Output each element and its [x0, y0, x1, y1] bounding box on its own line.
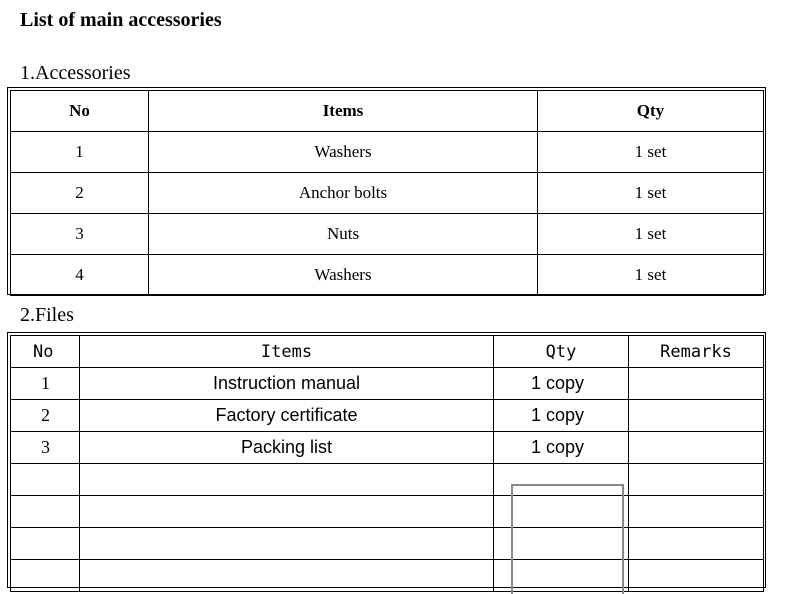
cell-item [80, 496, 494, 528]
cell-remarks [629, 464, 764, 496]
cell-no [11, 496, 80, 528]
selection-box [511, 484, 624, 594]
cell-remarks [629, 496, 764, 528]
table-row [11, 528, 764, 560]
table-row [11, 173, 764, 214]
cell-no: 1 [11, 368, 80, 400]
cell-item: Packing list [80, 432, 494, 464]
cell-qty: 1 copy [494, 432, 629, 464]
cell-no [11, 528, 80, 560]
cell-qty: 1 set [538, 173, 764, 214]
table-row [11, 368, 764, 400]
cell-item: Instruction manual [80, 368, 494, 400]
table-row [11, 400, 764, 432]
cell-item [80, 560, 494, 592]
cell-remarks [629, 400, 764, 432]
table-row [11, 255, 764, 296]
cell-item: Anchor bolts [149, 173, 538, 214]
table-row [11, 132, 764, 173]
files-table [10, 335, 764, 592]
table-row [11, 496, 764, 528]
column-header-remarks: Remarks [629, 336, 764, 368]
column-header-no: No [11, 336, 80, 368]
cell-no: 3 [11, 432, 80, 464]
cell-remarks [629, 368, 764, 400]
files-heading: 2.Files [20, 304, 74, 326]
cell-remarks [629, 528, 764, 560]
column-header-items: Items [80, 336, 494, 368]
cell-item [80, 528, 494, 560]
cell-remarks [629, 432, 764, 464]
cell-qty: 1 set [538, 132, 764, 173]
cell-qty: 1 set [538, 255, 764, 296]
cell-no: 4 [11, 255, 149, 296]
column-header-items: Items [149, 91, 538, 132]
accessories-heading: 1.Accessories [20, 62, 131, 84]
cell-no: 2 [11, 173, 149, 214]
cell-no: 1 [11, 132, 149, 173]
table-header-row [11, 336, 764, 368]
column-header-qty: Qty [494, 336, 629, 368]
table-row [11, 214, 764, 255]
page-title: List of main accessories [20, 9, 222, 31]
cell-remarks [629, 560, 764, 592]
cell-qty: 1 copy [494, 400, 629, 432]
accessories-table-frame [7, 87, 766, 295]
table-row [11, 464, 764, 496]
cell-item [80, 464, 494, 496]
cell-item: Factory certificate [80, 400, 494, 432]
files-table-frame [7, 332, 766, 588]
cell-no [11, 560, 80, 592]
cell-item: Washers [149, 255, 538, 296]
cell-item: Washers [149, 132, 538, 173]
accessories-table [10, 90, 764, 296]
column-header-qty: Qty [538, 91, 764, 132]
cell-qty: 1 set [538, 214, 764, 255]
table-header-row [11, 91, 764, 132]
cell-no: 3 [11, 214, 149, 255]
cell-qty: 1 copy [494, 368, 629, 400]
table-row [11, 560, 764, 592]
cell-no [11, 464, 80, 496]
column-header-no: No [11, 91, 149, 132]
cell-no: 2 [11, 400, 80, 432]
cell-item: Nuts [149, 214, 538, 255]
table-row [11, 432, 764, 464]
